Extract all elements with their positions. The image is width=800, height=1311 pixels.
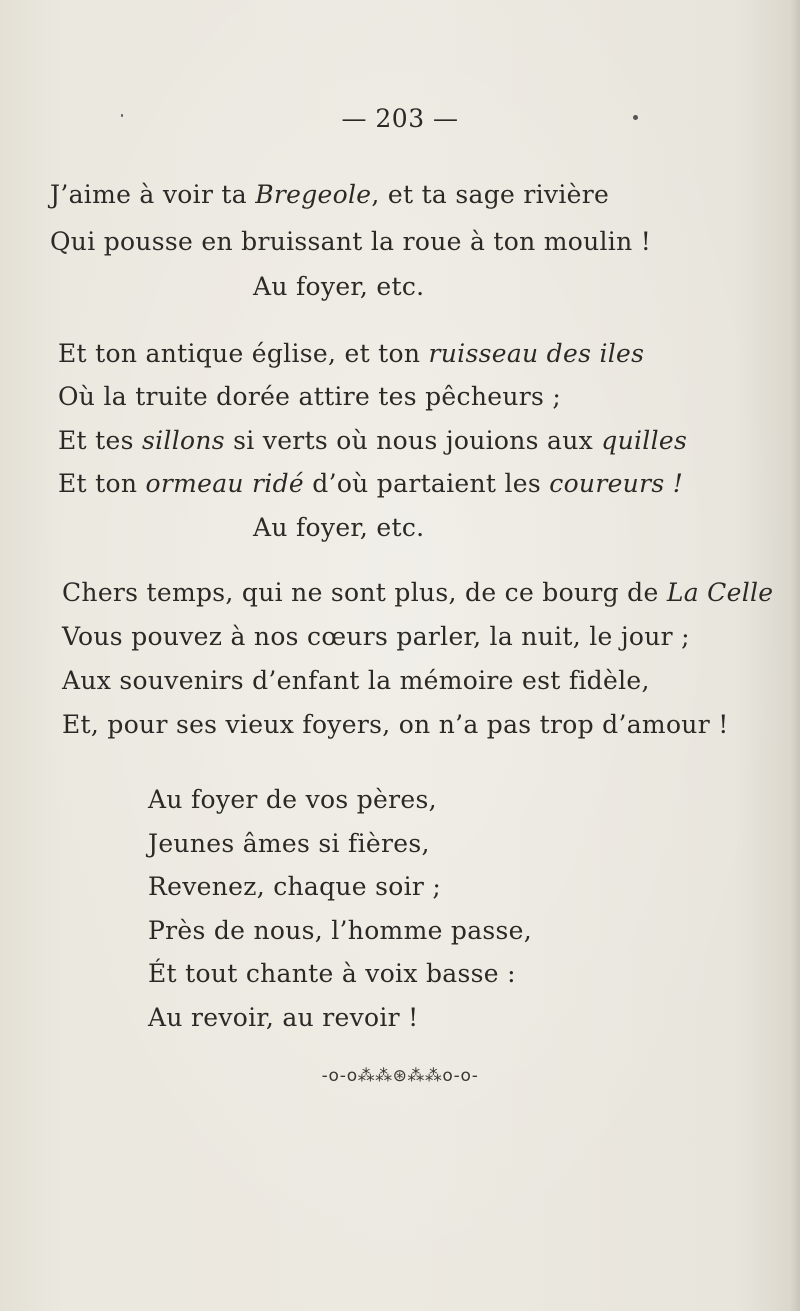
italic-text: ormeau ridé xyxy=(145,469,305,498)
verse-text: Jeunes âmes si fières, xyxy=(148,829,430,858)
verse-text: Qui pousse en bruissant la roue à ton moulin ! xyxy=(50,227,652,256)
verse-text: Et tes xyxy=(58,426,142,455)
verse-line xyxy=(50,229,651,254)
italic-text: Bregeole xyxy=(255,180,372,209)
verse-line xyxy=(148,961,516,986)
verse-line xyxy=(58,471,683,496)
verse-line xyxy=(62,624,690,649)
verse-text: Où la truite dorée attire tes pêcheurs ; xyxy=(58,382,562,411)
verse-text: Et ton xyxy=(58,469,146,498)
verse-line xyxy=(62,580,773,605)
verse-text: d’où partaient les xyxy=(304,469,550,498)
italic-text: coureurs ! xyxy=(549,469,684,498)
italic-text: La Celle xyxy=(666,578,774,607)
verse-text: J’aime à voir ta xyxy=(50,180,256,209)
verse-text: Aux souvenirs d’enfant la mémoire est fidèle, xyxy=(62,666,650,695)
verse-line xyxy=(58,384,561,409)
verse-text: si verts où nous jouions aux xyxy=(224,426,602,455)
verse-line xyxy=(58,341,644,366)
verse-line xyxy=(50,182,609,207)
page-number: — 203 — xyxy=(341,104,459,133)
italic-text: sillons xyxy=(141,426,225,455)
verse-text: Au foyer de vos pères, xyxy=(148,785,437,814)
verse-line xyxy=(253,515,424,540)
verse-text: Au revoir, au revoir ! xyxy=(148,1003,419,1032)
verse-line xyxy=(148,918,532,943)
verse-text: Ét tout chante à voix basse : xyxy=(148,959,516,988)
verse-text: Au foyer, etc. xyxy=(253,272,425,301)
italic-text: quilles xyxy=(601,426,688,455)
verse-text: Chers temps, qui ne sont plus, de ce bourg de xyxy=(62,578,667,607)
verse-text: Au foyer, etc. xyxy=(253,513,425,542)
verse-line xyxy=(253,274,424,299)
verse-text: Près de nous, l’homme passe, xyxy=(148,916,533,945)
verse-line xyxy=(148,787,437,812)
verse-text: Et, pour ses vieux foyers, on n’a pas trop d’amour ! xyxy=(62,710,729,739)
italic-text: ruisseau des iles xyxy=(428,339,645,368)
verse-line xyxy=(148,831,430,856)
end-ornament: -o-o⁂⁂⊛⁂⁂o-o- xyxy=(321,1066,479,1086)
verse-text: Vous pouvez à nos cœurs parler, la nuit, le jour ; xyxy=(62,622,690,651)
verse-line xyxy=(62,712,729,737)
verse-text: Et ton antique église, et ton xyxy=(58,339,429,368)
verse-line xyxy=(62,668,650,693)
verse-text: , et ta sage rivière xyxy=(371,180,610,209)
page-edge-shadow xyxy=(790,0,800,1311)
verse-line xyxy=(58,428,687,453)
verse-text: Revenez, chaque soir ; xyxy=(148,872,442,901)
verse-line xyxy=(148,874,441,899)
verse-line xyxy=(148,1005,419,1030)
